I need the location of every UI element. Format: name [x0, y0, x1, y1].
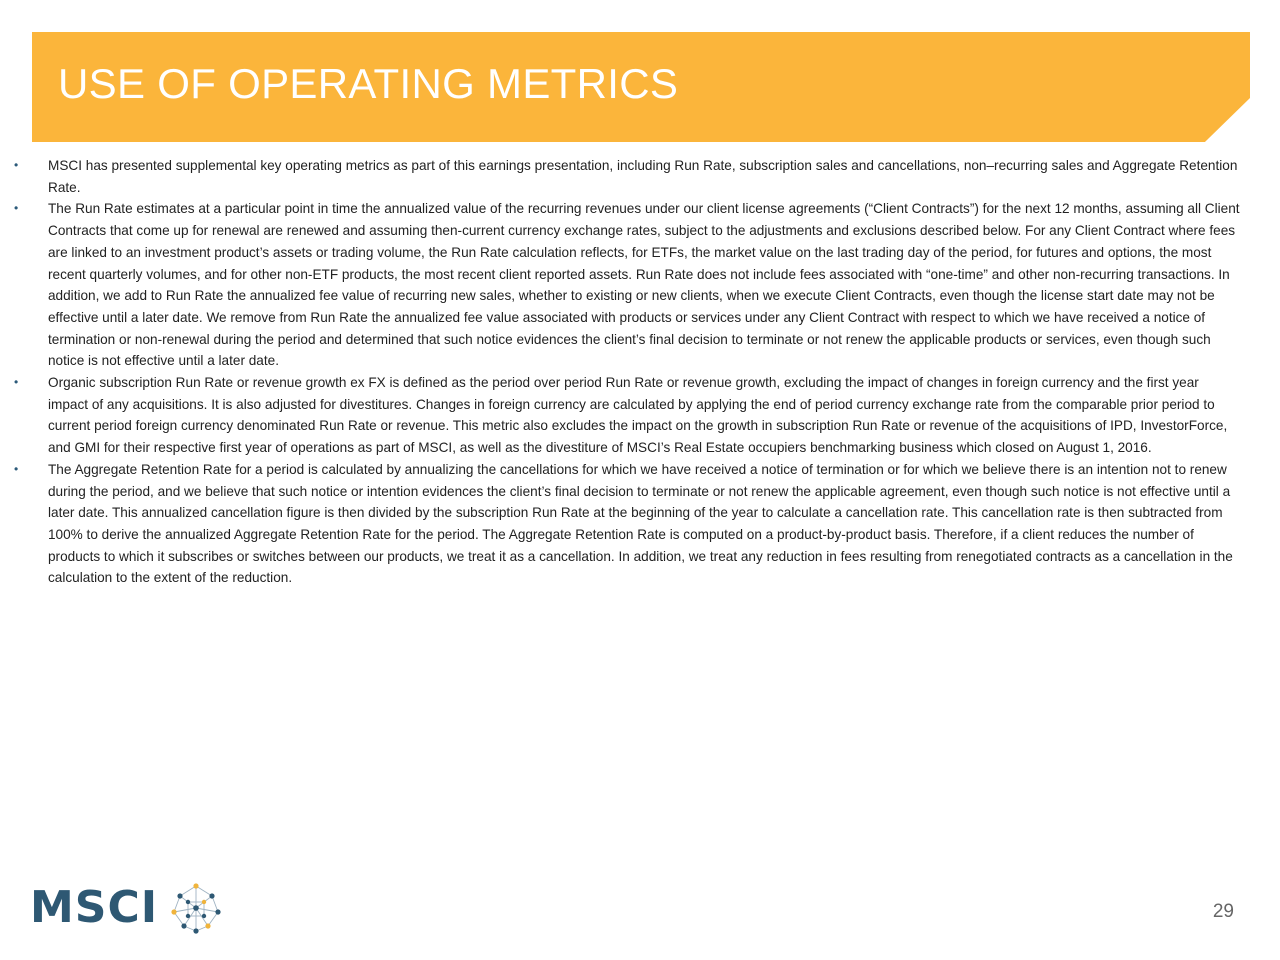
bullet-marker: • [14, 461, 19, 476]
msci-logo [30, 882, 222, 934]
bullet-marker: • [14, 375, 19, 390]
logo-wordmark: MSCI [30, 882, 159, 933]
slide-title: USE OF OPERATING METRICS [58, 60, 679, 107]
bullet-item [14, 198, 1240, 372]
bullet-item [14, 372, 1240, 459]
bullet-text: MSCI has presented supplemental key operating metrics as part of this earnings presentation, including Run Rate, subscription sales and cancellations, non–recurring sales and Aggregate Retention Rate. [48, 158, 1238, 195]
bullet-list [14, 155, 1240, 589]
bullet-item [14, 155, 1240, 198]
bullet-item [14, 459, 1240, 589]
bullet-marker: • [14, 201, 19, 216]
bullet-text: The Aggregate Retention Rate for a period is calculated by annualizing the cancellations for which we have received a notice of termination or for which we believe there is an intention not to renew during the period, and we believe that such notice or intention evidences the client’s final decision to terminate or not renew the applicable agreement, even though such notice is not effective until a later date. This annualized cancellation figure is then divided by the subscription Run Rate at the beginning of the year to calculate a cancellation rate. This cancellation rate is then subtracted from 100% to derive the annualized Aggregate Retention Rate for the period. The Aggregate Retention Rate is computed on a product-by-product basis. Therefore, if a client reduces the number of products to which it subscribes or switches between our products, we treat it as a cancellation. In addition, we treat any reduction in fees resulting from renegotiated contracts as a cancellation in the calculation to the extent of the reduction. [48, 461, 1233, 586]
bullet-text: Organic subscription Run Rate or revenue growth ex FX is defined as the period over period Run Rate or revenue growth, excluding the impact of changes in foreign currency and the first year impact of any acquisitions. It is also adjusted for divestitures. Changes in foreign currency are calculated by applying the end of period currency exchange rate from the comparable prior period to current period foreign currency denominated Run Rate or revenue. This metric also excludes the impact on the growth in subscription Run Rate or revenue of the acquisitions of IPD, InvestorForce, and GMI for their respective first year of operations as part of MSCI, as well as the divestiture of MSCI’s Real Estate occupiers benchmarking business which closed on August 1, 2016. [48, 375, 1228, 456]
page-number: 29 [1212, 901, 1234, 922]
bullet-text: The Run Rate estimates at a particular point in time the annualized value of the recurring revenues under our client license agreements (“Client Contracts”) for the next 12 months, assuming all Client Contracts that come up for renewal are renewed and assuming then-current currency exchange rates, subject to the adjustments and exclusions described below. For any Client Contract where fees are linked to an investment product’s assets or trading volume, the Run Rate calculation reflects, for ETFs, the market value on the last trading day of the period, for futures and options, the most recent quarterly volumes, and for other non-ETF products, the most recent client reported assets. Run Rate does not include fees associated with “one-time” and other non-recurring transactions. In addition, we add to Run Rate the annualized fee value of recurring new sales, whether to existing or new clients, when we execute Client Contracts, even though the license start date may not be effective until a later date. We remove from Run Rate the annualized fee value associated with products or services under any Client Contract with respect to which we have received a notice of termination or non-renewal during the period and determined that such notice evidences the client’s final decision to terminate or not renew the applicable products or services, even though such notice is not effective until a later date. [48, 201, 1240, 369]
msci-network-globe-icon [170, 882, 222, 934]
bullet-marker: • [14, 158, 19, 172]
